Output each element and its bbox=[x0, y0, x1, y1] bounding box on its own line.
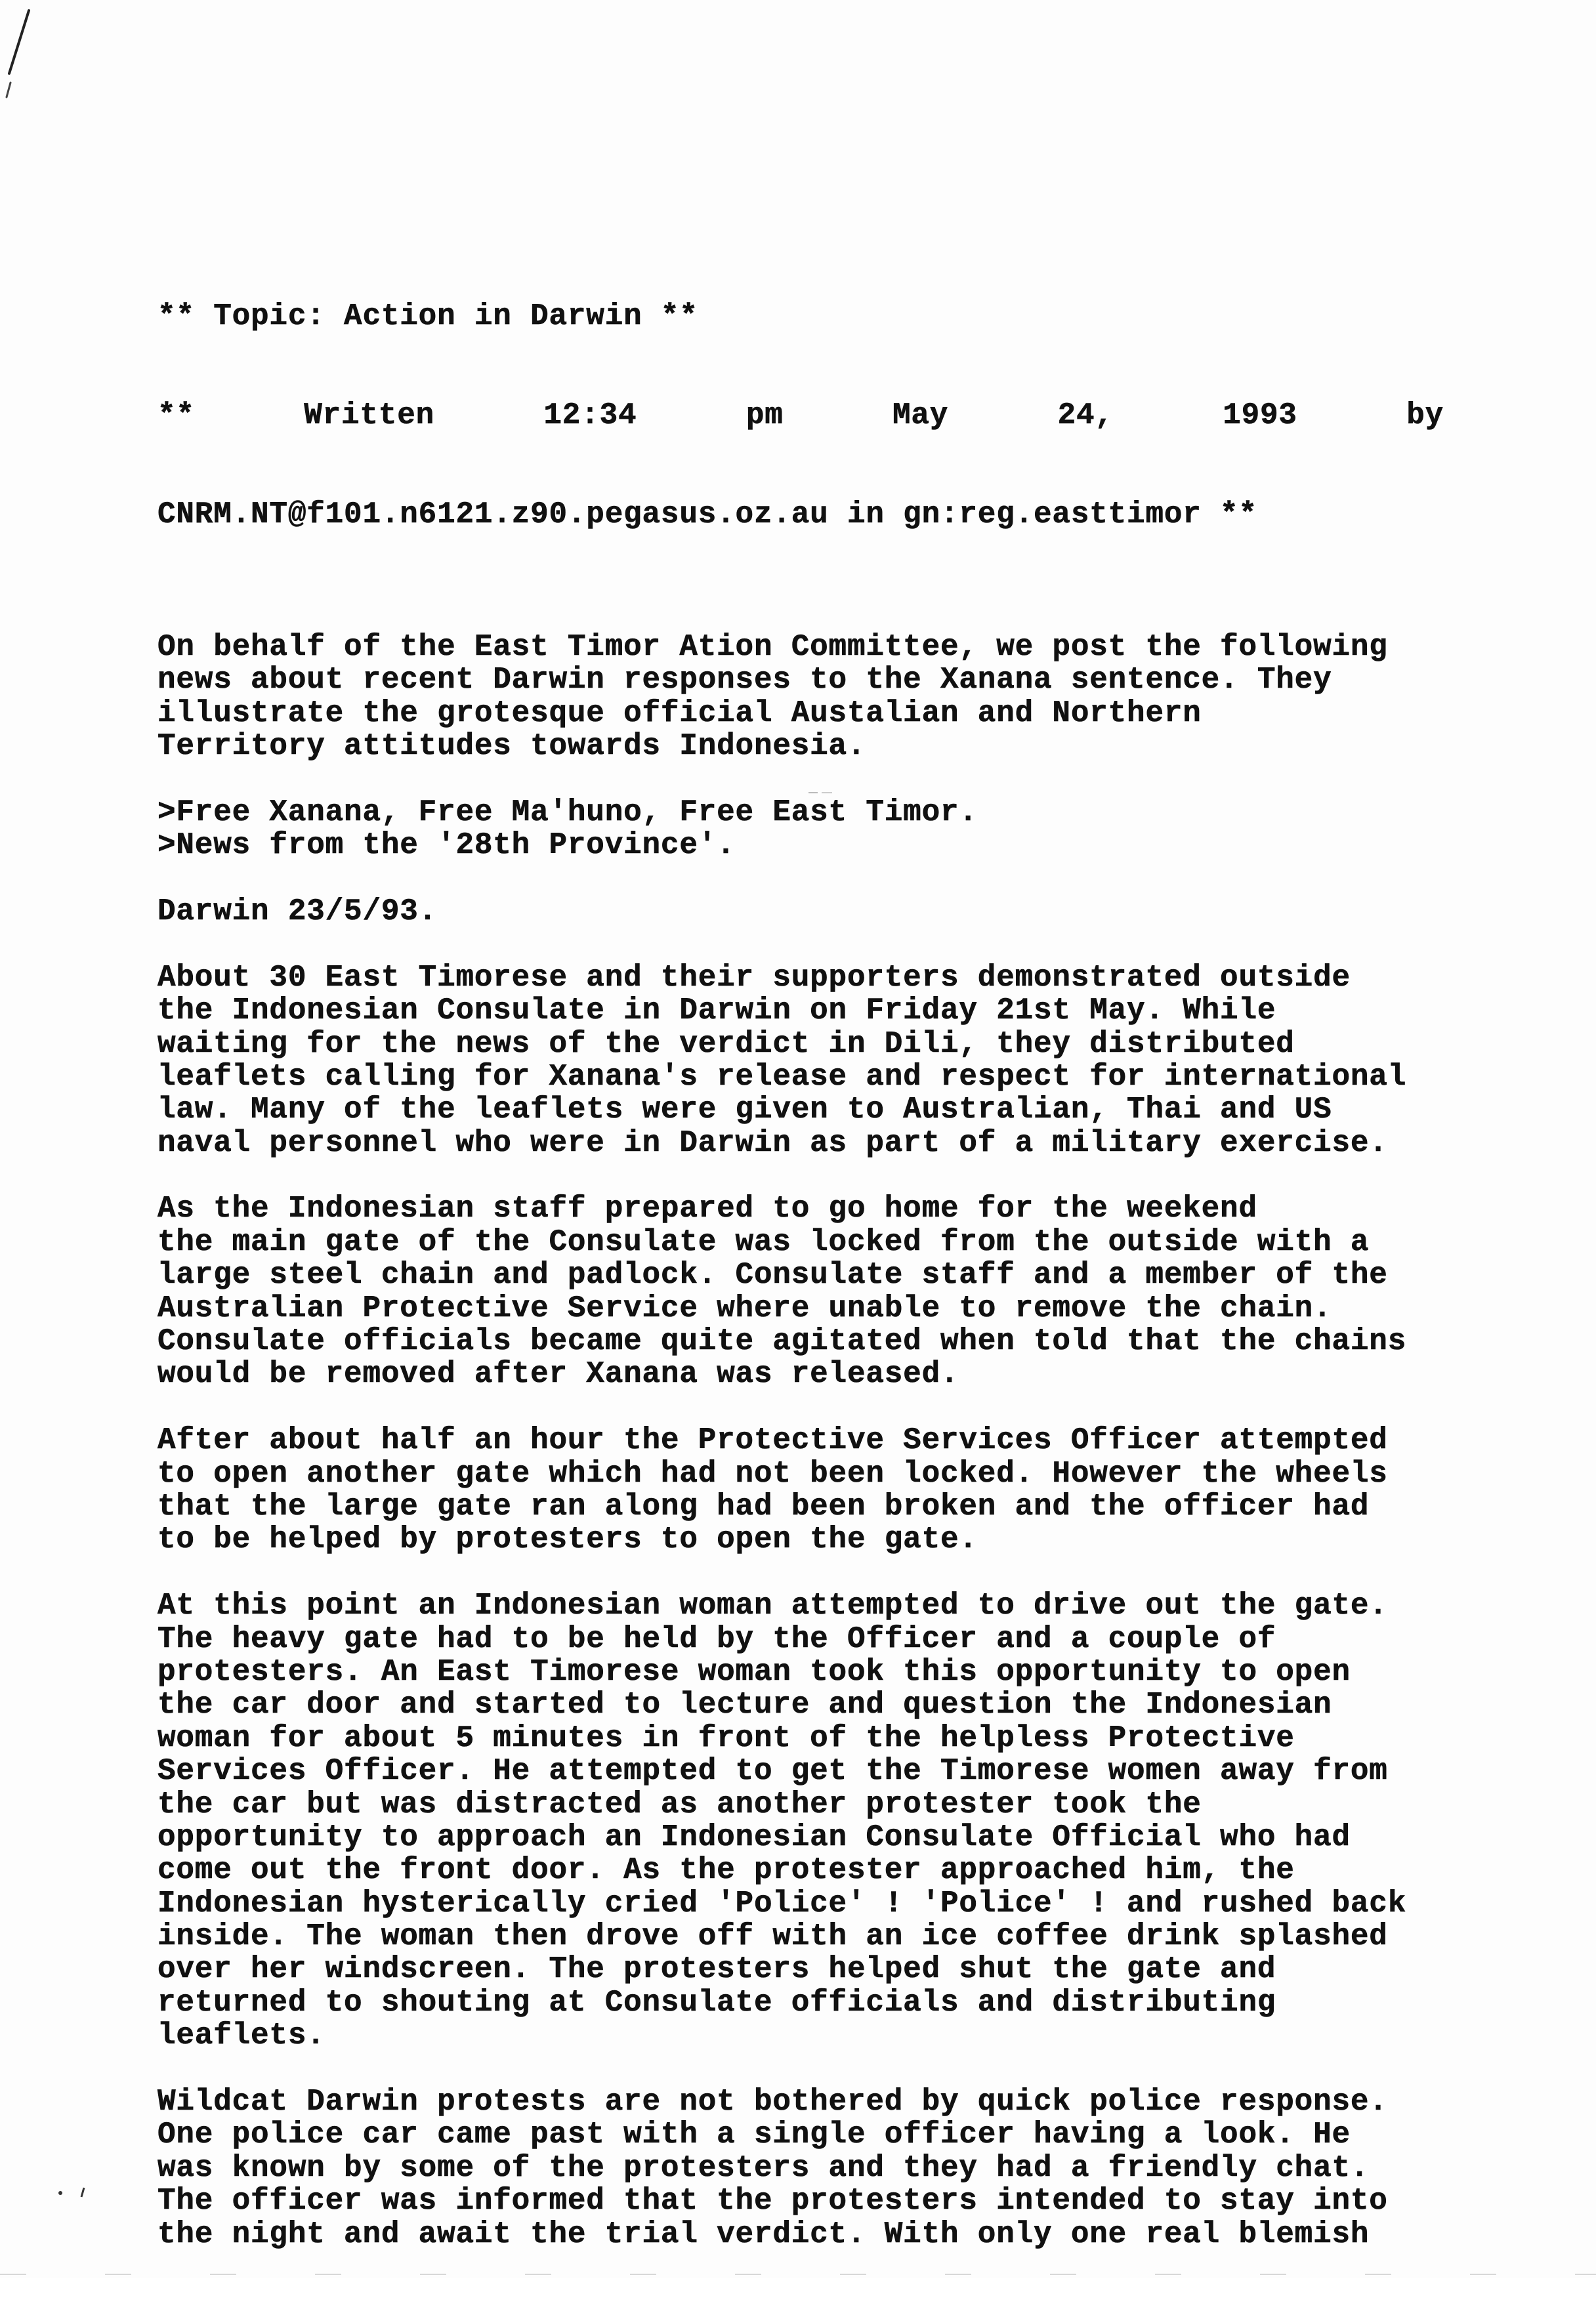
paragraph bbox=[158, 796, 1444, 862]
text-line: The officer was informed that the protesters intended to stay into bbox=[158, 2184, 1388, 2219]
paragraph bbox=[158, 1192, 1444, 1390]
text-line: illustrate the grotesque official Austalian and Northern bbox=[158, 696, 1202, 730]
text-line: to be helped by protesters to open the gate. bbox=[158, 1522, 978, 1557]
text-line: protesters. An East Timorese woman took this opportunity to open bbox=[158, 1654, 1351, 1689]
written-token: 12:34 bbox=[543, 398, 637, 433]
text-line: At this point an Indonesian woman attempted to drive out the gate. bbox=[158, 1589, 1388, 1623]
text-line: opportunity to approach an Indonesian Consulate Official who had bbox=[158, 1820, 1351, 1854]
text-line: >News from the '28th Province'. bbox=[158, 828, 736, 863]
paragraph-gap bbox=[158, 928, 1444, 961]
text-line: Services Officer. He attempted to get the Timorese women away from bbox=[158, 1754, 1388, 1789]
paragraph-gap bbox=[158, 1391, 1444, 1424]
text-line: About 30 East Timorese and their supporters demonstrated outside bbox=[158, 960, 1351, 995]
text-line: leaflets. bbox=[158, 2018, 326, 2053]
paragraph bbox=[158, 1589, 1444, 2052]
scan-edge-noise bbox=[0, 2265, 1596, 2278]
text-line: news about recent Darwin responses to the Xanana sentence. They bbox=[158, 663, 1332, 698]
paragraph-list bbox=[158, 631, 1444, 2251]
text-line: After about half an hour the Protective Services Officer attempted bbox=[158, 1423, 1388, 1458]
margin-speck bbox=[55, 2185, 101, 2198]
paragraph bbox=[158, 2085, 1444, 2251]
pen-stroke-mark bbox=[3, 5, 42, 104]
text-line: the night and await the trial verdict. With only one real blemish bbox=[158, 2217, 1370, 2251]
written-token: 24, bbox=[1057, 398, 1114, 433]
text-line: naval personnel who were in Darwin as part of a military exercise. bbox=[158, 1125, 1388, 1160]
text-line: the car door and started to lecture and question the Indonesian bbox=[158, 1688, 1332, 1722]
text-line: Indonesian hysterically cried 'Police' ! 'Police' ! and rushed back bbox=[158, 1886, 1407, 1921]
text-line: Consulate officials became quite agitated when told that the chains bbox=[158, 1324, 1407, 1359]
text-line: Wildcat Darwin protests are not bothered by quick police response. bbox=[158, 2085, 1388, 2119]
paragraph-gap bbox=[158, 762, 1444, 795]
paragraph-gap bbox=[158, 862, 1444, 895]
text-line: the Indonesian Consulate in Darwin on Friday 21st May. While bbox=[158, 993, 1276, 1028]
written-token: Written bbox=[304, 398, 435, 433]
text-line: that the large gate ran along had been broken and the officer had bbox=[158, 1489, 1370, 1524]
text-line: the main gate of the Consulate was locked from the outside with a bbox=[158, 1224, 1370, 1259]
text-line: On behalf of the East Timor Ation Committee, we post the following bbox=[158, 629, 1388, 664]
written-line bbox=[158, 399, 1444, 432]
paragraph-gap bbox=[158, 2053, 1444, 2085]
text-line: One police car came past with a single officer having a look. He bbox=[158, 2118, 1351, 2152]
text-line: over her windscreen. The protesters helped shut the gate and bbox=[158, 1952, 1276, 1987]
written-token: May bbox=[892, 398, 949, 433]
paragraph bbox=[158, 631, 1444, 763]
text-line: law. Many of the leaflets were given to Australian, Thai and US bbox=[158, 1093, 1332, 1127]
paragraph bbox=[158, 895, 1444, 928]
text-line: Darwin 23/5/93. bbox=[158, 894, 438, 929]
text-line: large steel chain and padlock. Consulate staff and a member of the bbox=[158, 1258, 1388, 1293]
paragraph-gap bbox=[158, 1556, 1444, 1589]
text-line: inside. The woman then drove off with an ice coffee drink splashed bbox=[158, 1919, 1388, 1954]
text-line: The heavy gate had to be held by the Officer and a couple of bbox=[158, 1621, 1276, 1656]
written-token: ** bbox=[158, 398, 195, 433]
text-line: was known by some of the protesters and they had a friendly chat. bbox=[158, 2150, 1370, 2185]
written-token: 1993 bbox=[1223, 398, 1297, 433]
paragraph bbox=[158, 961, 1444, 1159]
written-token: pm bbox=[746, 398, 784, 433]
text-line: waiting for the news of the verdict in Dili, they distributed bbox=[158, 1026, 1295, 1061]
paragraph-gap bbox=[158, 1159, 1444, 1192]
topic-line: ** Topic: Action in Darwin ** bbox=[158, 299, 698, 333]
text-line: the car but was distracted as another protester took the bbox=[158, 1787, 1202, 1822]
paragraph bbox=[158, 1424, 1444, 1556]
text-line: come out the front door. As the protester approached him, the bbox=[158, 1853, 1295, 1888]
text-line: >Free Xanana, Free Ma'huno, Free East Timor. bbox=[158, 795, 978, 829]
text-line: Territory attitudes towards Indonesia. bbox=[158, 729, 866, 763]
text-line: As the Indonesian staff prepared to go home for the weekend bbox=[158, 1192, 1257, 1226]
written-token: by bbox=[1406, 398, 1444, 433]
text-line: leaflets calling for Xanana's release and respect for international bbox=[158, 1059, 1407, 1094]
text-line: to open another gate which had not been locked. However the wheels bbox=[158, 1456, 1388, 1491]
text-line: returned to shouting at Consulate officials and distributing bbox=[158, 1985, 1276, 2020]
document-body bbox=[158, 234, 1444, 2317]
text-line: woman for about 5 minutes in front of the helpless Protective bbox=[158, 1721, 1295, 1755]
text-line: Australian Protective Service where unable to remove the chain. bbox=[158, 1291, 1332, 1325]
author-line: CNRM.NT@f101.n6121.z90.pegasus.oz.au in gn:reg.easttimor ** bbox=[158, 497, 1257, 532]
text-line: would be removed after Xanana was released. bbox=[158, 1357, 959, 1392]
